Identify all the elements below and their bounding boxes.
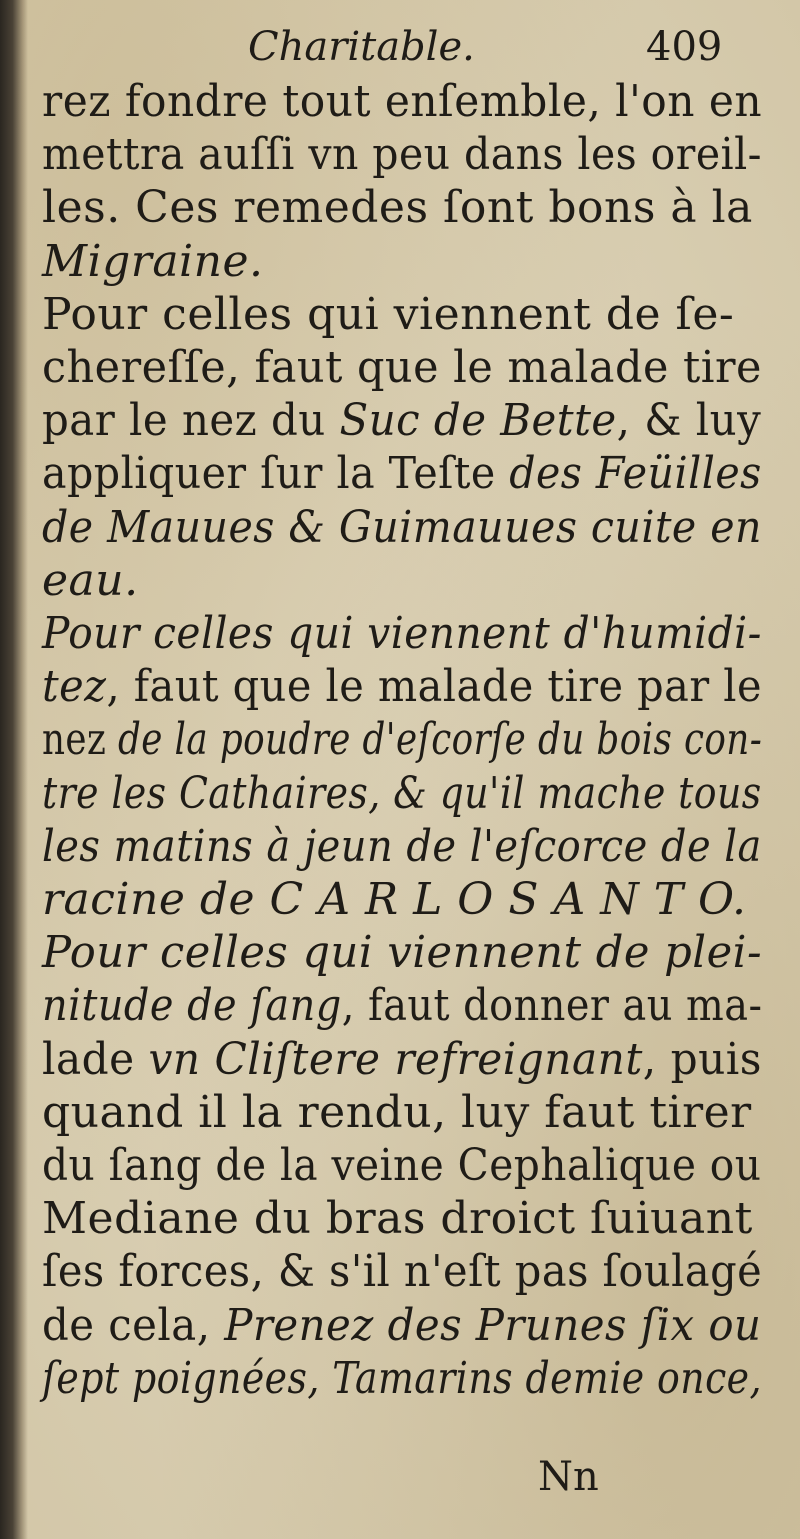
- italic-run: Prenez des Prunes ſix ou: [224, 1299, 762, 1351]
- roman-run: appliquer ſur la Teſte: [42, 448, 510, 500]
- italic-run: tre les Cathaires, & qu'il mache tous: [42, 767, 762, 819]
- text-line: [42, 498, 762, 558]
- text-line: [42, 125, 762, 185]
- italic-run: ſept poignées, Tamarins demie once,: [42, 1352, 762, 1404]
- text-line: [42, 1189, 753, 1249]
- running-head: Charitable.: [248, 24, 475, 70]
- roman-run: , & luy: [616, 395, 762, 447]
- text-line: [42, 232, 264, 292]
- roman-run: , puis: [642, 1033, 762, 1085]
- italic-run: eau.: [42, 554, 139, 606]
- text-line: [42, 710, 762, 770]
- text-line: [42, 178, 753, 238]
- roman-run: ſes forces, & s'il n'eſt pas ſoulagé: [42, 1246, 763, 1298]
- italic-run: de Mauues & Guimauues cuite en: [42, 501, 762, 553]
- italic-run: vn Cliſtere refreignant: [148, 1033, 643, 1085]
- italic-run: Pour celles qui viennent de plei-: [42, 927, 763, 979]
- text-line: [42, 72, 762, 132]
- roman-run: Pour celles qui viennent de ſe-: [42, 288, 735, 340]
- text-line: [42, 1030, 762, 1090]
- roman-run: lade: [42, 1033, 149, 1085]
- signature-mark: Nn: [538, 1454, 599, 1500]
- roman-run: par le nez du: [42, 395, 340, 447]
- italic-run: C A R L O S A N T O.: [269, 874, 747, 925]
- text-line: [42, 391, 761, 451]
- text-line: [42, 604, 762, 664]
- text-line: [42, 923, 762, 983]
- roman-run: rez fondre tout enſemble, l'on en: [42, 76, 763, 127]
- italic-run: nitude de ſang: [42, 980, 342, 1032]
- italic-run: tez: [42, 661, 107, 713]
- text-line: [42, 976, 762, 1036]
- roman-run: , faut donner au ma-: [341, 980, 763, 1032]
- text-line: [42, 1349, 762, 1409]
- roman-run: Mediane du bras droict ſuiuant: [42, 1193, 753, 1245]
- text-line: [42, 1296, 761, 1356]
- text-line: [42, 338, 762, 398]
- roman-run: , faut que le malade tire par le: [106, 661, 762, 713]
- italic-run: racine de: [42, 874, 270, 925]
- text-line: [42, 817, 762, 877]
- text-line: [42, 285, 734, 345]
- book-page: [28, 0, 780, 1539]
- roman-run: du ſang de la veine Cephalique ou: [42, 1140, 762, 1191]
- text-line: [42, 551, 139, 611]
- text-line: [42, 657, 762, 717]
- italic-run: Pour celles qui viennent d'humidi-: [42, 608, 762, 659]
- binding-gutter: [0, 0, 28, 1539]
- text-line: [42, 870, 747, 930]
- roman-run: mettra auſſi vn peu dans les oreil-: [42, 129, 762, 181]
- italic-run: Suc de Bette: [339, 395, 617, 447]
- roman-run: nez: [42, 714, 118, 766]
- italic-run: les matins à jeun de l'eſcorce de la: [42, 820, 762, 872]
- italic-run: des Feüilles: [509, 448, 762, 500]
- roman-run: les. Ces remedes ſont bons à la: [42, 182, 753, 234]
- roman-run: chereſſe, faut que le malade tire: [42, 342, 762, 393]
- text-line: [42, 1242, 762, 1302]
- text-line: [42, 1136, 761, 1196]
- page-number: 409: [646, 24, 723, 70]
- italic-run: Migraine.: [42, 235, 264, 287]
- text-line: [42, 764, 762, 824]
- roman-run: quand il la rendu, luy faut tirer: [42, 1086, 752, 1138]
- italic-run: de la poudre d'eſcorſe du bois con-: [117, 714, 763, 766]
- text-line: [42, 1083, 752, 1143]
- roman-run: de cela,: [42, 1299, 225, 1351]
- text-line: [42, 444, 762, 504]
